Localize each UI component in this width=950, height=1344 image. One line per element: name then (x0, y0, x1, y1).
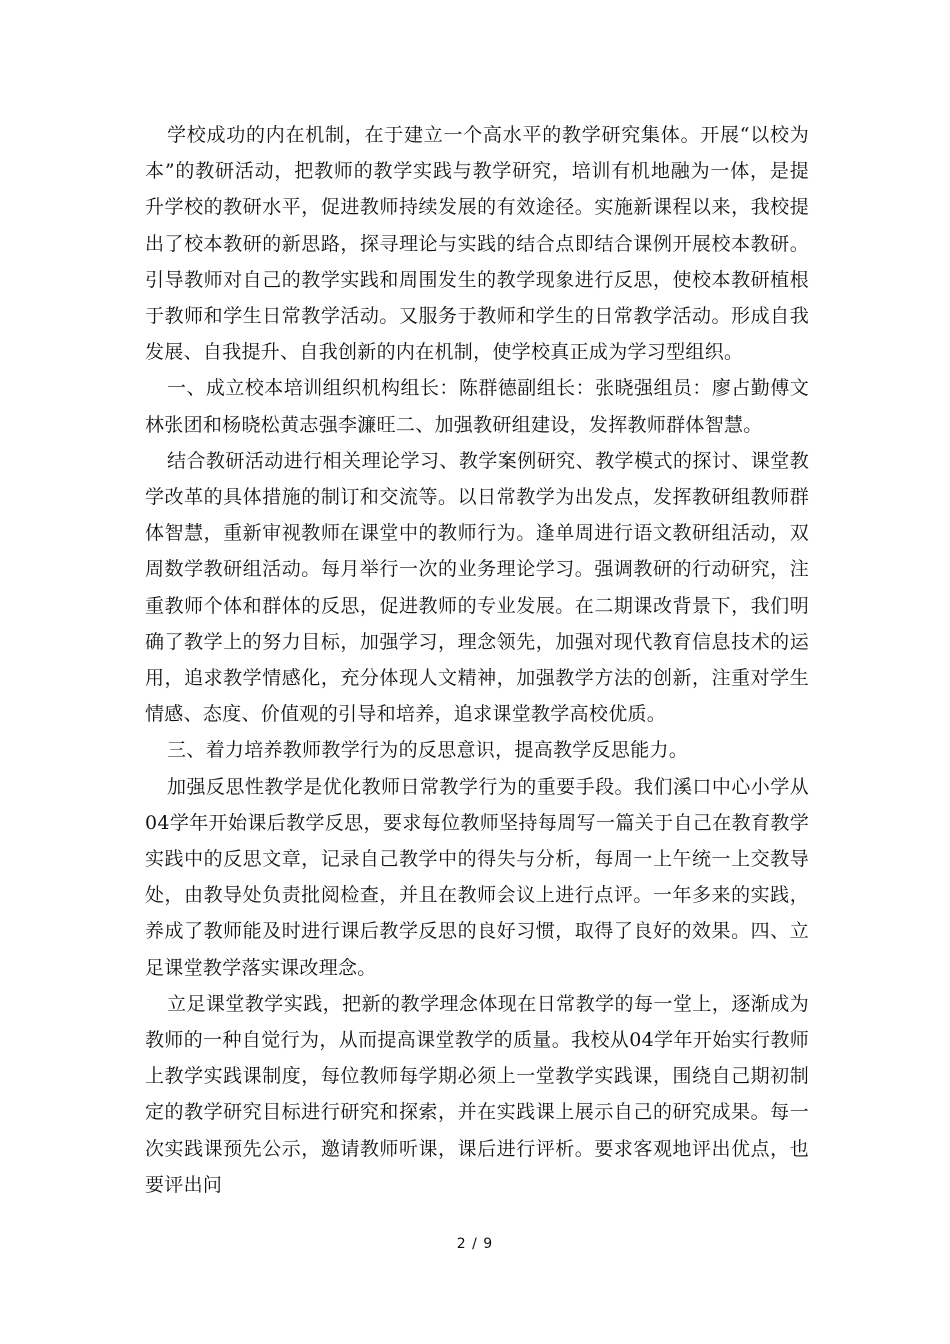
paragraph-classroom-practice: 立足课堂教学实践，把新的教学理念体现在日常教学的每一堂上，逐渐成为教师的一种自觉行为，从而提高课堂教学的质量。我校从04学年开始实行教师上教学实践课制度，每位教师每学期必须上一堂教学实践课，围绕自己期初制定的教学研究目标进行研究和探索，并在实践课上展示自己的研究成果。每一次实践课预先公示，邀请教师听课，课后进行评析。要求客观地评出优点，也要评出问 (145, 992, 809, 1196)
paragraph-school-research-mechanism: 学校成功的内在机制，在于建立一个高水平的教学研究集体。开展“以校为本”的教研活动，把教师的教学实践与教学研究，培训有机地融为一体，是提升学校的教研水平，促进教师持续发展的有效途径。实施新课程以来，我校提出了校本教研的新思路，探寻理论与实践的结合点即结合课例开展校本教研。引导教师对自己的教学实践和周围发生的教学现象进行反思，使校本教研植根于教师和学生日常教学活动。又服务于教师和学生的日常教学活动。形成自我发展、自我提升、自我创新的内在机制，使学校真正成为学习型组织。 (145, 124, 809, 364)
paragraph-training-organization: 一、成立校本培训组织机构组长：陈群德副组长：张晓强组员：廖占勤傅文林张团和杨晓松黄志强李濂旺二、加强教研组建设，发挥教师群体智慧。 (145, 377, 809, 436)
paragraph-teaching-research-activities: 结合教研活动进行相关理论学习、教学案例研究、教学模式的探讨、课堂教学改革的具体措施的制订和交流等。以日常教学为出发点，发挥教研组教师群体智慧，重新审视教师在课堂中的教师行为。逢单周进行语文教研组活动，双周数学教研组活动。每月举行一次的业务理论学习。强调教研的行动研究，注重教师个体和群体的反思，促进教师的专业发展。在二期课改背景下，我们明确了教学上的努力目标，加强学习，理念领先，加强对现代教育信息技术的运用，追求教学情感化，充分体现人文精神，加强教学方法的创新，注重对学生情感、态度、价值观的引导和培养，追求课堂教学高校优质。 (145, 449, 809, 726)
paragraph-reflective-teaching: 加强反思性教学是优化教师日常教学行为的重要手段。我们溪口中心小学从04学年开始课后教学反思，要求每位教师坚持每周写一篇关于自己在教育教学实践中的反思文章，记录自己教学中的得失与分析，每周一上午统一上交教导处，由教导处负责批阅检查，并且在教师会议上进行点评。一年多来的实践，养成了教师能及时进行课后教学反思的良好习惯，取得了良好的效果。四、立足课堂教学落实课改理念。 (145, 775, 809, 979)
paragraph-section-three-heading: 三、着力培养教师教学行为的反思意识，提高教学反思能力。 (167, 739, 689, 762)
page-number: 2 / 9 (456, 1236, 494, 1252)
document-page (145, 117, 809, 1203)
